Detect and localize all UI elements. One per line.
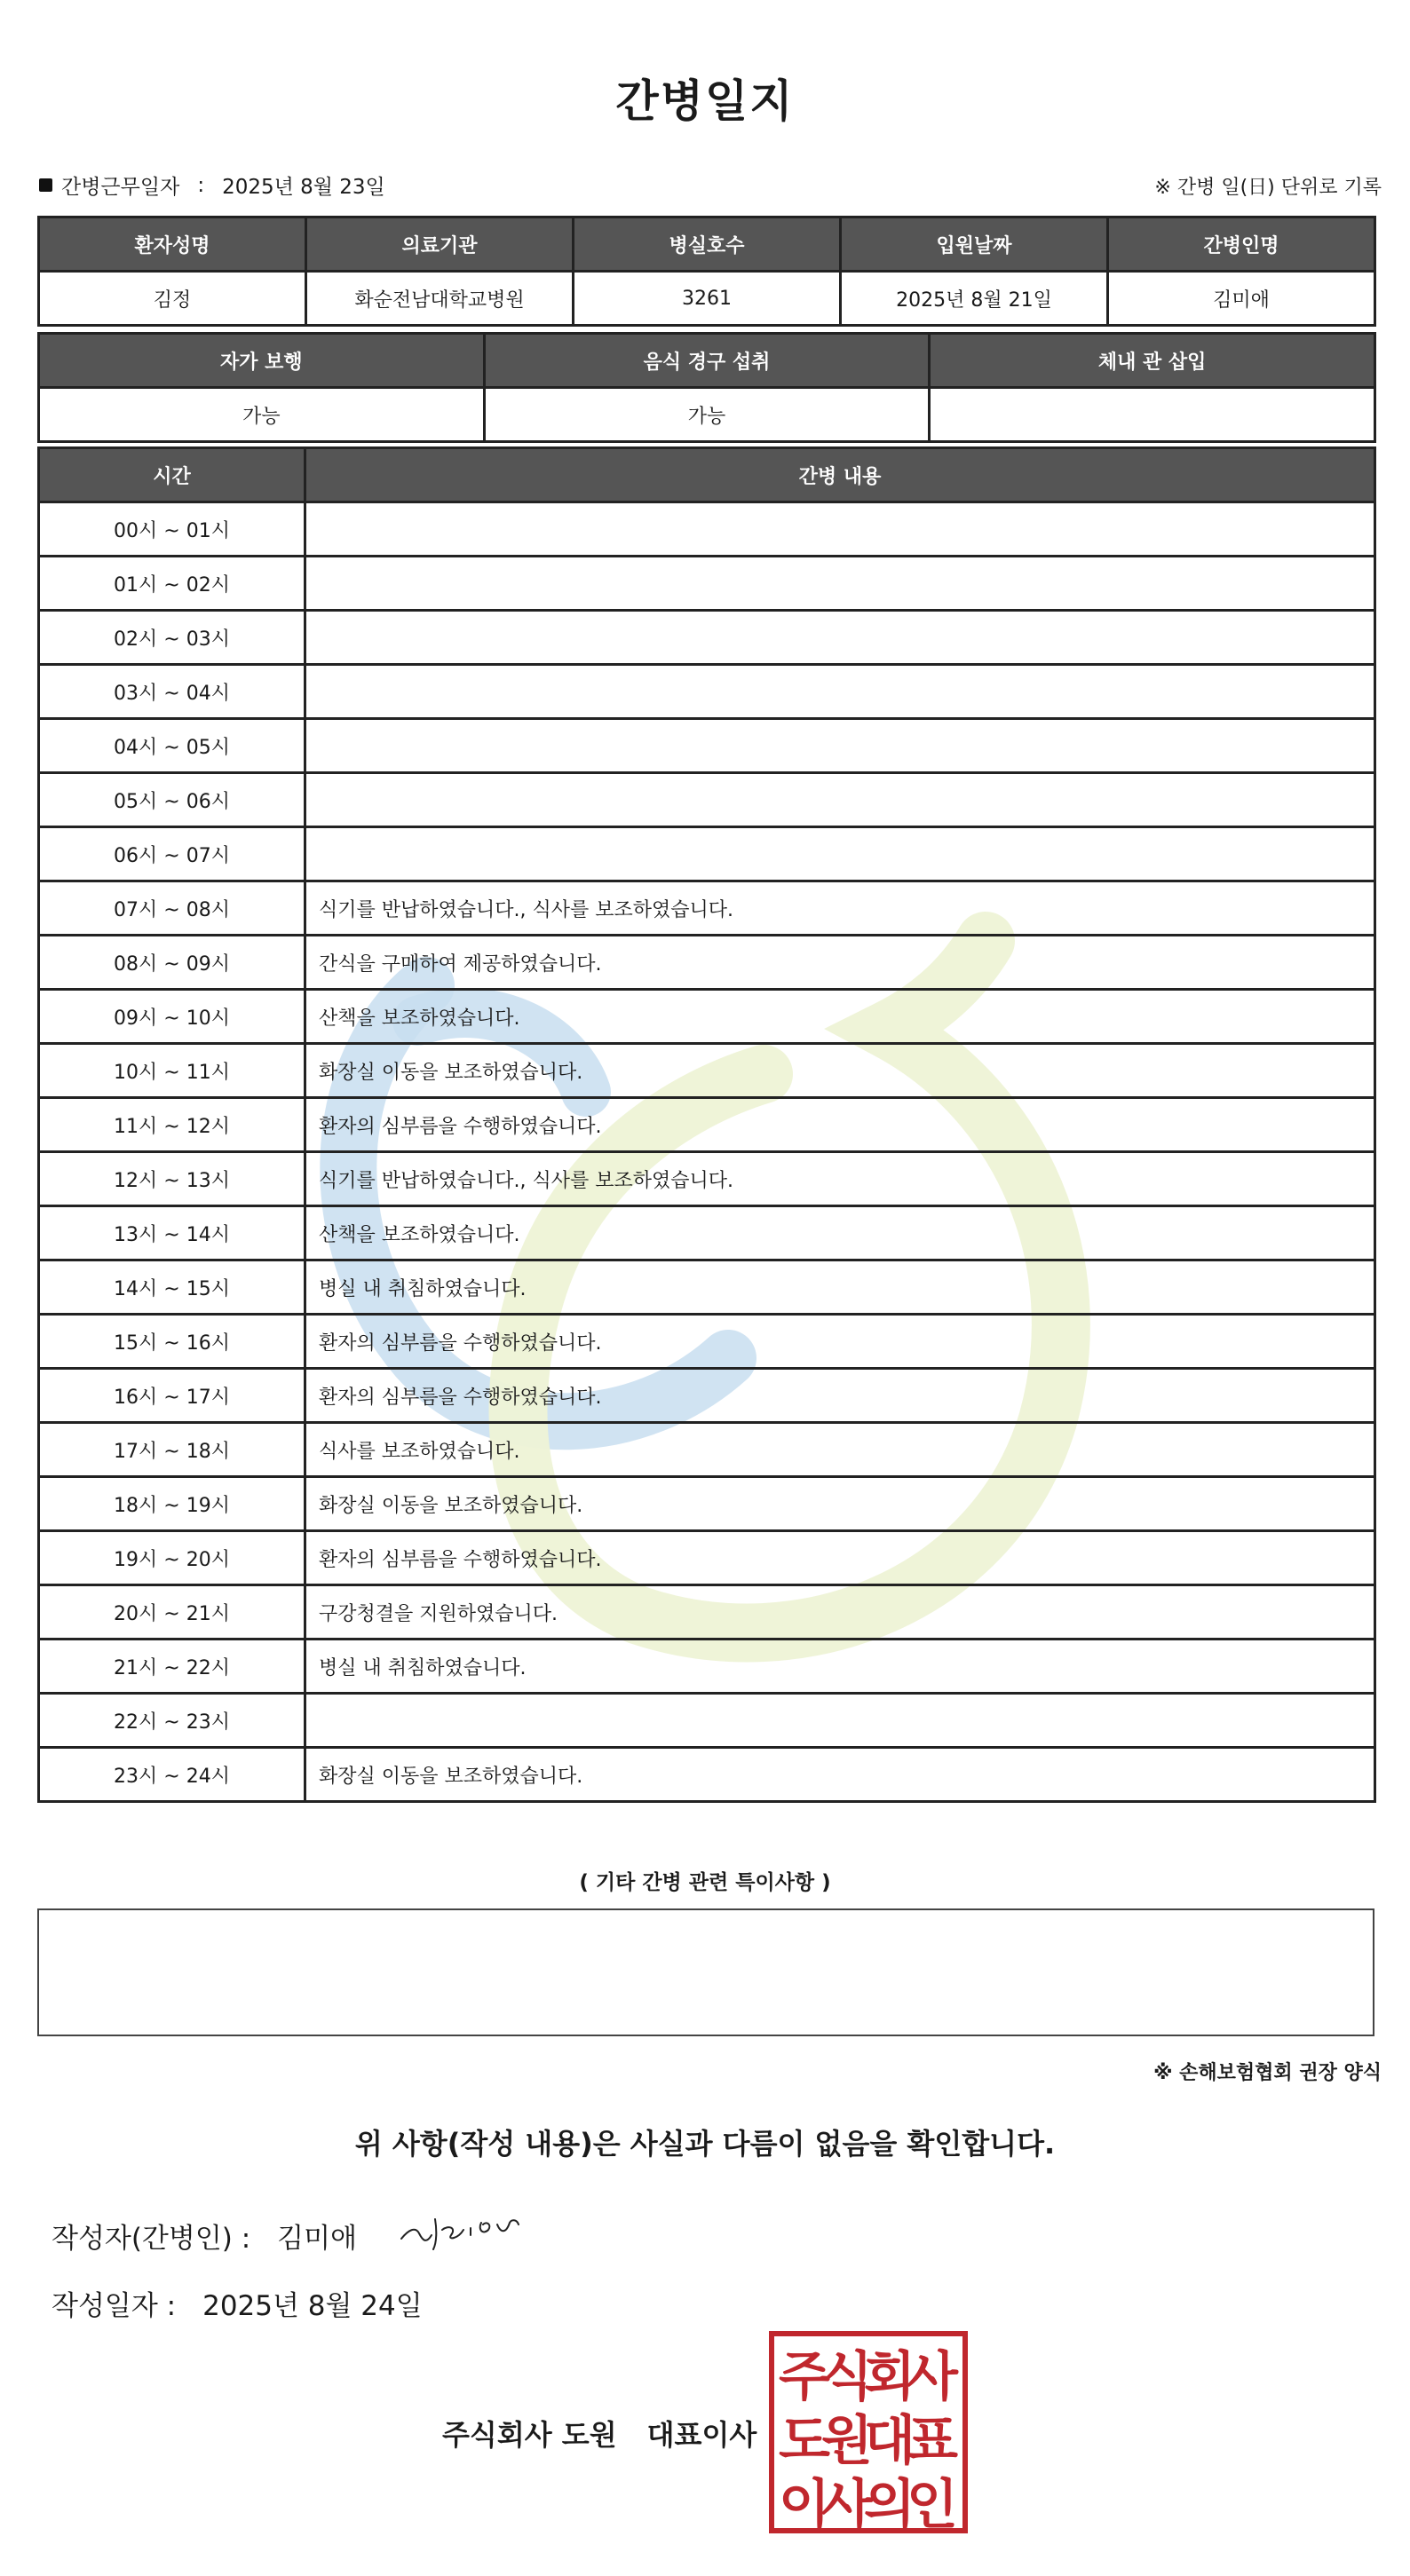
log-content	[305, 773, 1375, 827]
log-time: 00시 ~ 01시	[39, 502, 305, 557]
association-note: ※ 손해보험협회 권장 양식	[1153, 2062, 1382, 2084]
caregiver-header: 간병인명	[1108, 217, 1375, 272]
log-time: 13시 ~ 14시	[39, 1206, 305, 1260]
log-content: 식기를 반납하였습니다., 식사를 보조하였습니다.	[305, 881, 1375, 936]
log-content: 화장실 이동을 보조하였습니다.	[305, 1748, 1375, 1802]
svg-text:사: 사	[907, 2346, 958, 2408]
log-row	[39, 502, 1375, 557]
bullet-square-icon	[39, 178, 52, 192]
log-content: 간식을 구매하여 제공하였습니다.	[305, 936, 1375, 990]
log-time: 23시 ~ 24시	[39, 1748, 305, 1802]
log-row	[39, 1477, 1375, 1531]
log-time: 14시 ~ 15시	[39, 1260, 305, 1315]
log-content: 산책을 보조하였습니다.	[305, 1206, 1375, 1260]
log-content	[305, 557, 1375, 611]
log-row	[39, 1315, 1375, 1369]
log-row	[39, 1531, 1375, 1585]
write-date-line	[51, 2283, 423, 2323]
log-row	[39, 990, 1375, 1044]
special-notes-box	[37, 1908, 1374, 2036]
log-row	[39, 1044, 1375, 1098]
work-date-value: 2025년 8월 23일	[222, 176, 385, 199]
walking-header: 자가 보행	[39, 334, 485, 388]
svg-text:주: 주	[779, 2346, 830, 2408]
log-content: 산책을 보조하였습니다.	[305, 990, 1375, 1044]
log-row	[39, 827, 1375, 881]
room-value: 3261	[574, 272, 841, 326]
log-time: 12시 ~ 13시	[39, 1152, 305, 1206]
log-row	[39, 1585, 1375, 1640]
oral-intake-value: 가능	[484, 388, 930, 442]
log-row	[39, 773, 1375, 827]
log-content	[305, 665, 1375, 719]
log-row	[39, 1748, 1375, 1802]
log-row	[39, 1152, 1375, 1206]
log-content: 병실 내 취침하였습니다.	[305, 1260, 1375, 1315]
work-date-label: 간병근무일자	[61, 176, 180, 199]
log-time: 02시 ~ 03시	[39, 611, 305, 665]
time-header: 시간	[39, 448, 305, 502]
caregiver-value: 김미애	[1108, 272, 1375, 326]
hospital-header: 의료기관	[306, 217, 574, 272]
writer-name: 김미애	[277, 2223, 358, 2255]
company-title: 대표이사	[646, 2418, 757, 2452]
log-time: 22시 ~ 23시	[39, 1694, 305, 1748]
special-notes-title: ( 기타 간병 관련 특이사항 )	[579, 1871, 831, 1894]
log-time: 15시 ~ 16시	[39, 1315, 305, 1369]
admission-date-header: 입원날짜	[841, 217, 1108, 272]
svg-text:대: 대	[864, 2410, 915, 2472]
log-row	[39, 1694, 1375, 1748]
log-content: 환자의 심부름을 수행하였습니다.	[305, 1098, 1375, 1152]
writer-label: 작성자(간병인) :	[51, 2223, 251, 2255]
log-row	[39, 881, 1375, 936]
log-time: 20시 ~ 21시	[39, 1585, 305, 1640]
patient-info-table	[37, 216, 1376, 327]
log-content	[305, 502, 1375, 557]
patient-name-header: 환자성명	[39, 217, 306, 272]
log-content	[305, 611, 1375, 665]
log-content: 식사를 보조하였습니다.	[305, 1423, 1375, 1477]
log-row	[39, 557, 1375, 611]
svg-text:인: 인	[907, 2474, 958, 2533]
svg-text:의: 의	[864, 2474, 915, 2533]
log-content: 환자의 심부름을 수행하였습니다.	[305, 1315, 1375, 1369]
writer-signature	[396, 2203, 547, 2256]
log-row	[39, 611, 1375, 665]
log-time: 01시 ~ 02시	[39, 557, 305, 611]
log-row	[39, 1640, 1375, 1694]
room-header: 병실호수	[574, 217, 841, 272]
unit-note: ※ 간병 일(日) 단위로 기록	[1154, 177, 1382, 199]
log-content: 화장실 이동을 보조하였습니다.	[305, 1044, 1375, 1098]
log-content: 환자의 심부름을 수행하였습니다.	[305, 1531, 1375, 1585]
hospital-value: 화순전남대학교병원	[306, 272, 574, 326]
svg-text:사: 사	[821, 2474, 873, 2533]
svg-text:이: 이	[779, 2474, 830, 2533]
svg-text:표: 표	[907, 2410, 958, 2472]
log-content: 병실 내 취침하였습니다.	[305, 1640, 1375, 1694]
patient-name-value: 김정	[39, 272, 306, 326]
work-date	[39, 170, 385, 200]
log-content: 화장실 이동을 보조하였습니다.	[305, 1477, 1375, 1531]
patient-status-table	[37, 332, 1376, 443]
log-row	[39, 1206, 1375, 1260]
log-row	[39, 1260, 1375, 1315]
log-time: 11시 ~ 12시	[39, 1098, 305, 1152]
log-content: 식기를 반납하였습니다., 식사를 보조하였습니다.	[305, 1152, 1375, 1206]
log-content	[305, 827, 1375, 881]
confirmation-statement: 위 사항(작성 내용)은 사실과 다름이 없음을 확인합니다.	[354, 2127, 1056, 2161]
log-row	[39, 719, 1375, 773]
svg-text:식: 식	[821, 2346, 873, 2408]
log-time: 16시 ~ 17시	[39, 1369, 305, 1423]
log-time: 18시 ~ 19시	[39, 1477, 305, 1531]
svg-text:회: 회	[864, 2346, 915, 2408]
admission-date-value: 2025년 8월 21일	[841, 272, 1108, 326]
log-time: 19시 ~ 20시	[39, 1531, 305, 1585]
company-name: 주식회사 도원	[442, 2418, 617, 2452]
log-row	[39, 1098, 1375, 1152]
log-row	[39, 1369, 1375, 1423]
svg-text:원: 원	[821, 2410, 873, 2472]
log-time: 17시 ~ 18시	[39, 1423, 305, 1477]
log-content: 구강청결을 지원하였습니다.	[305, 1585, 1375, 1640]
content-header: 간병 내용	[305, 448, 1375, 502]
log-content	[305, 1694, 1375, 1748]
company-seal	[769, 2331, 968, 2533]
log-time: 08시 ~ 09시	[39, 936, 305, 990]
work-date-separator: :	[197, 173, 205, 197]
tube-value	[930, 388, 1375, 442]
company-line	[442, 2413, 756, 2454]
log-time: 03시 ~ 04시	[39, 665, 305, 719]
walking-value: 가능	[39, 388, 485, 442]
log-time: 06시 ~ 07시	[39, 827, 305, 881]
log-time: 09시 ~ 10시	[39, 990, 305, 1044]
log-row	[39, 1423, 1375, 1477]
log-content: 환자의 심부름을 수행하였습니다.	[305, 1369, 1375, 1423]
tube-header: 체내 관 삽입	[930, 334, 1375, 388]
care-log-table	[37, 446, 1376, 1803]
svg-text:도: 도	[779, 2410, 830, 2472]
log-content	[305, 719, 1375, 773]
oral-intake-header: 음식 경구 섭취	[484, 334, 930, 388]
log-time: 04시 ~ 05시	[39, 719, 305, 773]
log-time: 10시 ~ 11시	[39, 1044, 305, 1098]
log-time: 21시 ~ 22시	[39, 1640, 305, 1694]
write-date-label: 작성일자 :	[51, 2290, 177, 2322]
document-title: 간병일지	[615, 75, 795, 127]
log-row	[39, 936, 1375, 990]
write-date-value: 2025년 8월 24일	[202, 2290, 423, 2322]
log-row	[39, 665, 1375, 719]
writer-line	[51, 2216, 357, 2256]
log-time: 07시 ~ 08시	[39, 881, 305, 936]
log-time: 05시 ~ 06시	[39, 773, 305, 827]
